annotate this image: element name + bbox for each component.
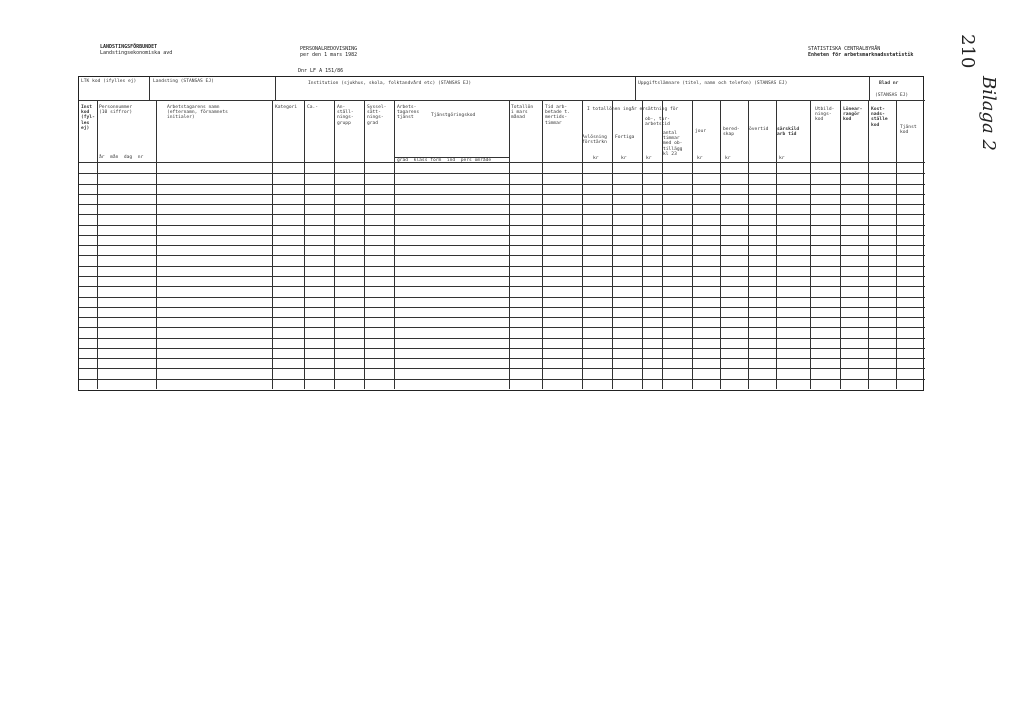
- col-tjanstgoring: Tjänstgöringskod: [431, 113, 476, 118]
- grid-row-line: [79, 235, 925, 236]
- header-center: [300, 46, 357, 58]
- col-sarskild: särskild arb tid: [777, 127, 800, 138]
- header-unit: Enheten för arbetsmarknadsstatistik: [808, 52, 914, 58]
- col-personnummer: Personnummer (10 siffror): [99, 105, 133, 116]
- grid-row-line: [79, 307, 925, 308]
- personnel-form: [78, 76, 924, 391]
- header-right: [808, 46, 913, 58]
- ltk-kod-label: LTK kod (ifylles ej): [81, 79, 137, 84]
- div-institution: [635, 77, 636, 100]
- col-tjanstkod: Tjänst kod: [900, 125, 917, 136]
- col-sysselsattning: Syssel- sätt- nings- grad: [367, 105, 387, 126]
- grid-row-line: [79, 348, 925, 349]
- col-anstallning: An- ställ- nings- grupp: [337, 105, 354, 126]
- kr-label: kr: [646, 156, 652, 161]
- col-ob-tillagg: ob-, tur- arbetstid: [645, 117, 670, 128]
- col-arbetstagare: Arbetstagarens namn (efternamn, förnamnets initialer): [167, 105, 228, 121]
- grid-row-line: [79, 184, 925, 185]
- header-left: [100, 44, 172, 56]
- col-overtid: övertid: [749, 127, 769, 132]
- col-utbildning: Utbild- nings- kod: [815, 107, 835, 123]
- div-uppgift: [869, 77, 870, 100]
- header-agency: STATISTISKA CENTRALBYRÅN: [808, 46, 881, 52]
- grid-row-line: [79, 173, 925, 174]
- grid-row-line: [79, 255, 925, 256]
- header-title: PERSONALREDOVISNING: [300, 46, 358, 52]
- grid-row-line: [79, 214, 925, 215]
- grid-row-line: [79, 245, 925, 246]
- grid-row-line: [79, 266, 925, 267]
- form-header-bottom: [79, 162, 925, 163]
- col-lonearrangor: Lönear- rangör kod: [843, 107, 863, 123]
- grid-row-line: [79, 194, 925, 195]
- grid-row-line: [79, 297, 925, 298]
- grid-row-line: [79, 379, 925, 380]
- page-number: 210: [957, 34, 978, 69]
- grid-row-line: [79, 358, 925, 359]
- grid-row-line: [79, 286, 925, 287]
- grid-row-line: [79, 204, 925, 205]
- form-top-divider: [79, 100, 925, 101]
- grid-row-line: [79, 225, 925, 226]
- kr-label: kr: [725, 156, 731, 161]
- header-org: LANDSTINGSFÖRBUNDET: [100, 44, 158, 50]
- kr-label: kr: [621, 156, 627, 161]
- col-arbetstagarens: Arbets- tagarens tjänst: [397, 105, 420, 121]
- col-i-totallon: I totallönen ingår ersättning för: [587, 107, 679, 112]
- header-dnr: Dnr LF A 151/86: [298, 68, 344, 74]
- grid-row-line: [79, 327, 925, 328]
- grid-row-line: [79, 368, 925, 369]
- uppgiftslamnare-label: Uppgiftslämnare (titel, namn och telefon) (STANSAS EJ): [638, 81, 788, 86]
- grid-row-line: [79, 338, 925, 339]
- col-fortiga: Fortiga: [615, 135, 635, 140]
- kr-label: kr: [779, 156, 785, 161]
- institution-label: Institution (sjukhus, skola, folktandvård etc) (STANSAS EJ): [308, 81, 472, 86]
- col-ca: Ca.-: [307, 105, 319, 110]
- header-dept: Landstingsekonomiska avd: [100, 50, 173, 56]
- col-tid-arb: Tid arb- betade t. mertids- timmar: [545, 105, 570, 126]
- landsting-label: Landsting (STANSAS EJ): [153, 79, 214, 84]
- stansas-ej-label: (STANSAS EJ): [875, 93, 909, 98]
- col-jour: jour: [695, 129, 707, 134]
- col-avlosning: Avlösning förstärkn: [582, 135, 607, 146]
- col-totallon: Totallön i mars månad: [511, 105, 534, 121]
- col-antal-timmar: antal timmar med ob- tillägg kl 23: [663, 131, 683, 157]
- col-beredskap: bered- skap: [723, 127, 740, 138]
- col-inst-kod: Inst kod (fyl- les ej): [81, 105, 95, 131]
- col-kostnadsstalle: Kost- nads- ställe kod: [871, 107, 888, 128]
- blad-nr-label: Blad nr: [879, 81, 899, 86]
- div-landsting: [275, 77, 276, 100]
- col-tjanst-sub: grad klass form ind pers område: [397, 158, 492, 163]
- grid-row-line: [79, 276, 925, 277]
- div-ltk: [149, 77, 150, 100]
- appendix-label: Bilaga 2: [978, 76, 999, 151]
- kr-label: kr: [593, 156, 599, 161]
- col-personnummer-sub: år mån dag nr: [99, 155, 144, 160]
- grid-row-line: [79, 317, 925, 318]
- kr-label: kr: [697, 156, 703, 161]
- col-kategori: Kategori: [275, 105, 298, 110]
- header-date: per den 1 mars 1982: [300, 52, 358, 58]
